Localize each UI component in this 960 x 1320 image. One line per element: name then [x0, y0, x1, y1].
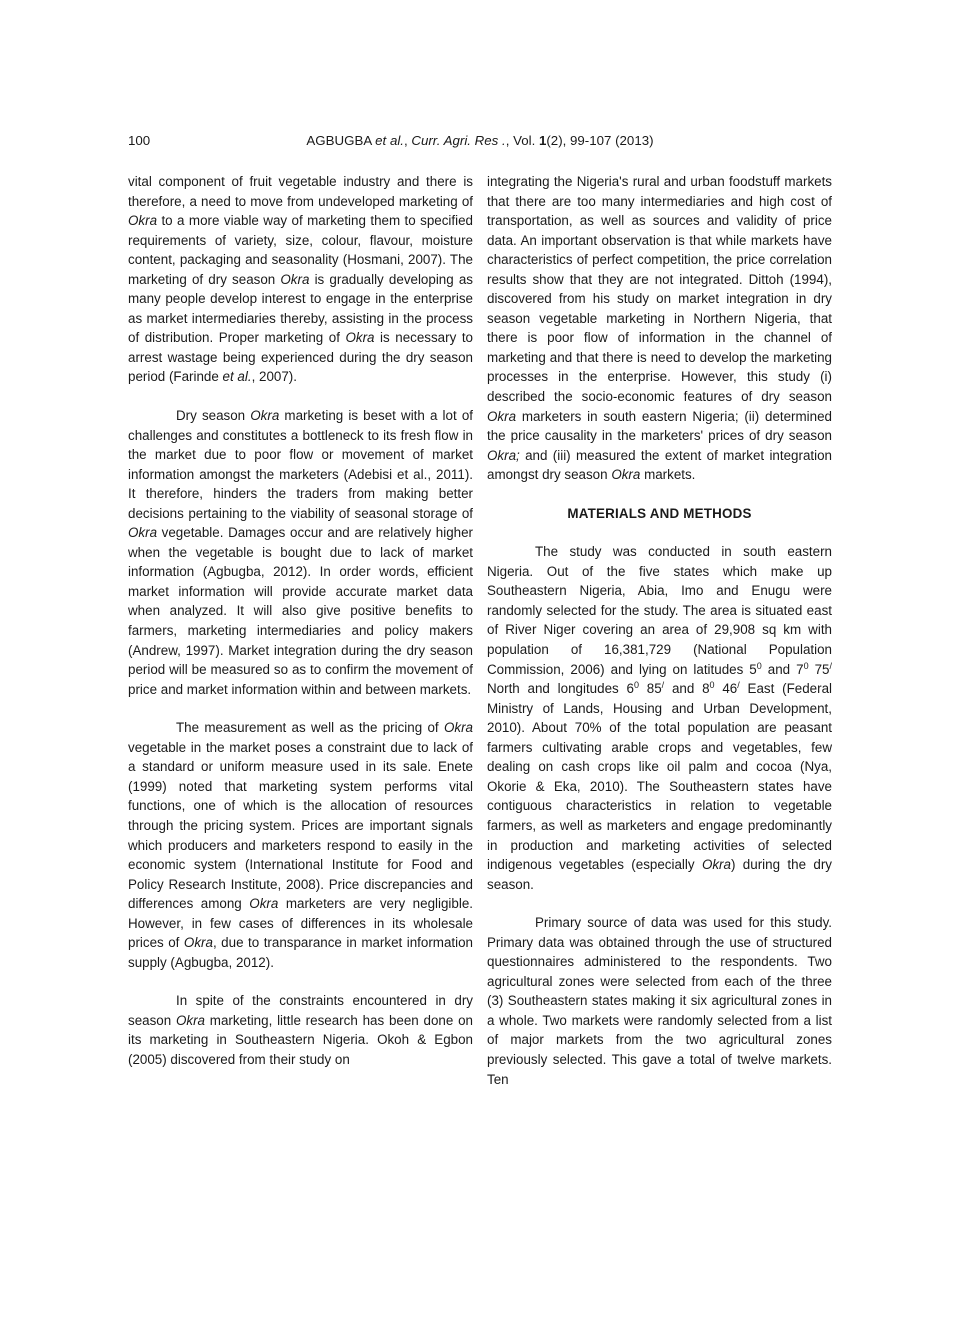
text-run: East (Federal Ministry of Lands, Housing and Urban Development, 2010). About 70% of the total population are peasant farmers cultivating arable crops and vegetables, few dealing on cash crops like oil palm and cocoa (Nya, Okorie & Eka, 2010). The Southeastern states have contiguous characteristics in relation to vegetable farmers, as well as marketers and engage predominantly in production and marketing activities of selected indigenous vegetables (especially [487, 681, 832, 873]
text-run: The study was conducted in south eastern Nigeria. Out of the five states which make up Southeastern Nigeria, Abia, Imo and Enugu were randomly selected for the study. The area is situated east of River Niger covering an area of 29,908 sq km with population of 16,381,729 (National Population Commission, 2006) and lying on latitudes 5 [487, 544, 832, 677]
text-run: is necessary to arrest wastage being experienced during the dry season period (Farinde [128, 330, 473, 385]
text-run: vegetable. Damages occur and are relatively higher when the vegetable is bought due to lack of market information (Agbugba, 2012). In order words, efficient market information will provide accurate market data when analyzed. It will also give positive benefits to farmers, marketing intermediaries and policy makers (Andrew, 1997). Market integration during the dry season period will be measured so as to confirm the movement of price and market information within and between markets. [128, 525, 473, 697]
text-run: is gradually developing as many people develop interest to engage in the enterprise as market intermediaries thereby, assisting in the process of distribution. Proper marketing of [128, 271, 473, 346]
superscript-unit: / [737, 680, 740, 691]
text-run: Dry season [176, 408, 251, 424]
citation-volume-prefix: , Vol. [505, 133, 539, 148]
citation-author: AGBUGBA [306, 133, 376, 148]
column-left [128, 172, 473, 1089]
text-run: North and longitudes 6 [487, 681, 634, 697]
text-run: integrating the Nigeria's rural and urban foodstuff markets that there are too many intermediaries and high cost of transportation, as well as sources and validity of price data. An important observation is that while markets have characteristics of perfect competition, the price correlation results show that they are not integrated. Dittoh (1994), discovered from his study on market integration in dry season vegetable marketing in Northern Nigeria, that there is poor flow of information in the channel of marketing and that there is need to develop the marketing processes in the enterprise. However, this study (i) described the socio-economic features of dry season [487, 174, 832, 405]
citation-journal: Curr. Agri. Res . [411, 133, 506, 148]
body-paragraph [487, 542, 832, 894]
text-run: vegetable in the market poses a constraint due to lack of a standard or uniform measure used in its sale. Enete (1999) noted that marketing system performs vital functions, one of which is the allocation of resources through the pricing system. Prices are important signals which producers and marketers respond to easily in the economic system (International Institute for Food and Policy Research Institute, 2008). Price discrepancies and differences among [128, 739, 473, 912]
italic-term: Okra [487, 408, 517, 424]
text-run: to a more viable way of marketing them to specified requirements of variety, size, colour, flavour, moisture content, packaging and seasonality (Hosmani, 2007). The marketing of dry season [128, 213, 473, 287]
text-run: 75 [808, 661, 830, 677]
page-number: 100 [128, 133, 151, 148]
italic-term: Okra; [487, 447, 520, 463]
text-run: marketers in south eastern Nigeria; (ii) determined the price causality in the marketers' prices of dry season [487, 408, 832, 444]
citation-issue-pages: (2), 99-107 (2013) [546, 133, 654, 148]
italic-term: Okra [128, 525, 158, 541]
text-run: and 8 [664, 681, 710, 697]
superscript-unit: 0 [803, 660, 809, 671]
superscript-unit: 0 [633, 680, 639, 691]
body-paragraph [128, 718, 473, 972]
text-run: , 2007). [251, 369, 297, 385]
body-paragraph [128, 991, 473, 1069]
body-paragraph [487, 172, 832, 485]
text-run: marketing is beset with a lot of challenges and constitutes a bottleneck to its fresh flow in the market due to poor flow or movement of market information amongst the marketers (Adebisi et al., 2011). It therefore, hinders the traders from making better decisions pertaining to the viability of seasonal storage of [128, 408, 473, 521]
italic-term: Okra [249, 896, 279, 912]
italic-term: Okra [280, 271, 310, 287]
superscript-unit: 0 [756, 660, 762, 671]
italic-term: Okra [183, 935, 213, 951]
text-run: 46 [714, 681, 738, 697]
text-run: , due to transparance in market information supply (Agbugba, 2012). [128, 935, 473, 970]
journal-citation [128, 131, 832, 151]
text-run: Primary source of data was used for this study. Primary data was obtained through the use of structured questionnaires administered to the respondents. Two agricultural zones were selected from each of the three (3) Southeastern states making it six agricultural zones in a whole. Two markets were randomly selected from a list of major markets from the two agricultural zones previously selected. This gave a total of twelve markets. Ten [487, 915, 832, 1087]
body-paragraph [128, 172, 473, 387]
text-run: marketers are very negligible. However, in few cases of differences in its wholesale prices of [128, 896, 473, 951]
text-run: 85 [638, 681, 662, 697]
section-heading: MATERIALS AND METHODS [567, 505, 752, 521]
running-head [128, 131, 832, 151]
text-run: markets. [640, 467, 696, 483]
text-run: marketing, little research has been done on its marketing in Southeastern Nigeria. Okoh & Egbon (2005) discovered from their study on [128, 1012, 473, 1067]
citation-comma: , [403, 133, 412, 148]
text-run: vital component of fruit vegetable industry and there is therefore, a need to move from undeveloped marketing of [128, 174, 473, 209]
italic-term: Okra [701, 857, 731, 873]
text-run: and 7 [761, 661, 804, 677]
italic-term: Okra [443, 720, 473, 736]
italic-term: Okra [175, 1012, 205, 1028]
italic-term: Okra [345, 330, 375, 346]
italic-term: et al. [222, 369, 252, 385]
italic-term: Okra [250, 408, 280, 424]
body-paragraph [487, 913, 832, 1089]
superscript-unit: / [829, 660, 832, 671]
text-run: and (iii) measured the extent of market integration amongst dry season [487, 447, 832, 483]
superscript-unit: 0 [709, 680, 715, 691]
body-paragraph [128, 406, 473, 699]
text-run: In spite of the constraints encountered in dry season [128, 993, 473, 1028]
superscript-unit: / [661, 680, 665, 691]
text-run: ) during the dry season. [487, 857, 832, 892]
italic-term: Okra [611, 467, 641, 483]
citation-volume: 1 [538, 133, 547, 148]
citation-etal: et al. [375, 133, 404, 148]
text-run: The measurement as well as the pricing of [176, 720, 444, 736]
column-right [487, 172, 832, 1108]
italic-term: Okra [128, 213, 158, 229]
